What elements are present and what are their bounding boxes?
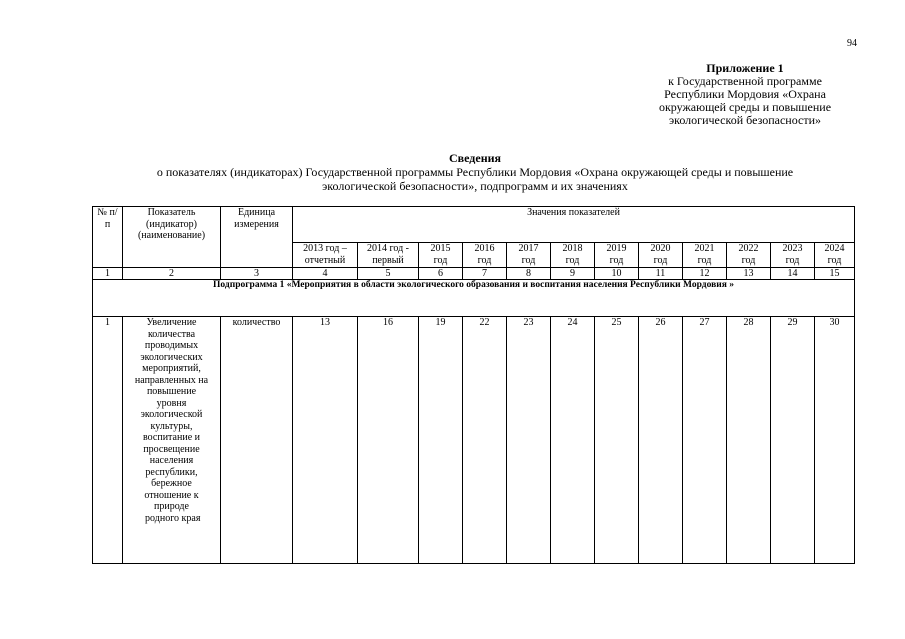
header-values: Значения показателей: [293, 207, 855, 243]
table-row: [93, 317, 855, 564]
appendix-line: к Государственной программе: [668, 74, 822, 88]
year-header: 2013 год – отчетный: [293, 243, 358, 268]
heading-title: Сведения: [448, 151, 502, 165]
column-number: 1: [93, 268, 123, 280]
value-cell: 19: [419, 317, 463, 564]
year-header: 2014 год - первый: [358, 243, 419, 268]
column-number: 11: [639, 268, 683, 280]
year-header: 2024 год: [815, 243, 855, 268]
column-number: 12: [683, 268, 727, 280]
appendix-title: Приложение 1: [706, 61, 784, 75]
value-cell: 28: [727, 317, 771, 564]
column-number: 6: [419, 268, 463, 280]
year-header: 2016 год: [463, 243, 507, 268]
year-header: 2020 год: [639, 243, 683, 268]
document-heading: [110, 151, 840, 193]
page-number: 94: [847, 38, 857, 49]
value-cell: 29: [771, 317, 815, 564]
heading-line: экологической безопасности», подпрограмм и их значениях: [322, 179, 628, 193]
column-number: 7: [463, 268, 507, 280]
year-header: 2023 год: [771, 243, 815, 268]
appendix-line: Республики Мордовия «Охрана: [664, 87, 826, 101]
value-cell: 16: [358, 317, 419, 564]
value-cell: 22: [463, 317, 507, 564]
year-header: 2018 год: [551, 243, 595, 268]
year-header: 2021 год: [683, 243, 727, 268]
subprogram-title: Подпрограмма 1 «Мероприятия в области экологического образования и воспитания населения Республики Мордовия »: [93, 280, 855, 317]
value-cell: 27: [683, 317, 727, 564]
unit-cell: количество: [221, 317, 293, 564]
year-header: 2017 год: [507, 243, 551, 268]
value-cell: 13: [293, 317, 358, 564]
value-cell: 23: [507, 317, 551, 564]
header-unit: Единица измерения: [221, 207, 293, 268]
column-number: 4: [293, 268, 358, 280]
appendix-line: окружающей среды и повышение: [658, 100, 832, 114]
appendix-block: [640, 62, 850, 127]
indicator-name: Увеличение количества проводимых экологических мероприятий, направленных на повышение уровня экологической культуры, воспитание и просвещение населения республики, бережное отношение к природе родного края: [123, 317, 221, 564]
column-number: 14: [771, 268, 815, 280]
indicators-table: [92, 206, 855, 564]
column-number: 3: [221, 268, 293, 280]
column-number: 8: [507, 268, 551, 280]
value-cell: 24: [551, 317, 595, 564]
column-number: 9: [551, 268, 595, 280]
column-number: 15: [815, 268, 855, 280]
column-number: 10: [595, 268, 639, 280]
column-number: 2: [123, 268, 221, 280]
year-header: 2019 год: [595, 243, 639, 268]
value-cell: 30: [815, 317, 855, 564]
value-cell: 26: [639, 317, 683, 564]
header-num: № п/п: [93, 207, 123, 268]
header-indicator: Показатель (индикатор) (наименование): [123, 207, 221, 268]
heading-line: о показателях (индикаторах) Государственной программы Республики Мордовия «Охрана окружающей среды и повышение: [156, 165, 794, 179]
column-number: 13: [727, 268, 771, 280]
year-header: 2015 год: [419, 243, 463, 268]
row-number: 1: [93, 317, 123, 564]
column-number: 5: [358, 268, 419, 280]
appendix-line: экологической безопасности»: [668, 113, 822, 127]
year-header: 2022 год: [727, 243, 771, 268]
value-cell: 25: [595, 317, 639, 564]
